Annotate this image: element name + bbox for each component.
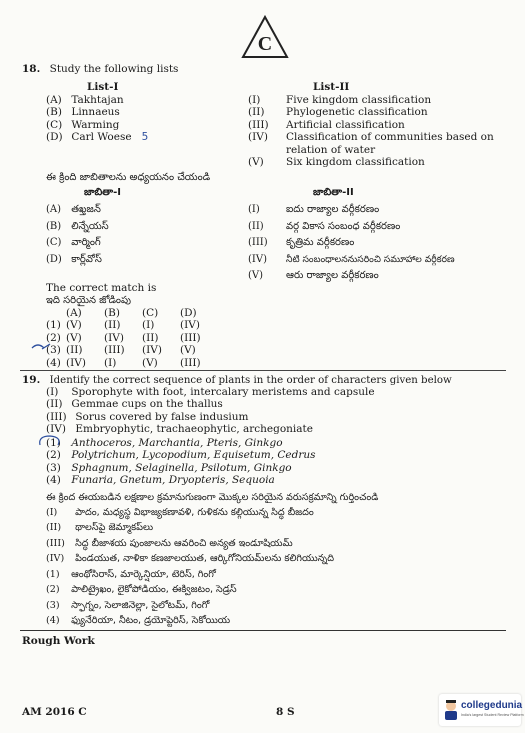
answer-option-1[interactable]: (1) Anthoceros, Marchantia, Pteris, Ginkgo (46, 437, 283, 449)
list-1 (46, 94, 148, 144)
list-2-title-te: జాబితా-II (313, 187, 354, 198)
list-item: (II) Phylogenetic classification (248, 106, 428, 119)
list-item: (IV) Classification of communities based on (248, 131, 494, 144)
list-item: (I) పాదం, మధ్యస్థ విభాజ్యకణావళి, గుళికను కల్గియున్న సిద్ధ బీజదం (46, 507, 314, 518)
page-number: 8 S (276, 706, 295, 718)
question-18-stem-te: ఈ క్రింది జాబితాలను అధ్యయనం చేయండి (46, 172, 211, 183)
question-text: Identify the correct sequence of plants in the order of characters given below (49, 375, 452, 386)
question-19-stem-te: ఈ క్రింద ఈయబడిన లక్షణాల క్రమానుగుణంగా మొక్కల సరియైన వరుసక్రమాన్ని గుర్తించండి (46, 492, 379, 503)
set-c-triangle-logo (240, 14, 290, 60)
list-item: (I) Five kingdom classification (248, 94, 432, 106)
answer-option-1[interactable]: (1) (V) (II) (I) (IV) (46, 319, 200, 332)
answer-option-4[interactable]: (4) Funaria, Gnetum, Dryopteris, Sequoia (46, 474, 275, 487)
question-text: Study the following lists (49, 63, 179, 75)
list-1-title-te: జాబితా-I (84, 187, 121, 198)
list-1-te (46, 202, 109, 268)
collegedunia-tagline: India's largest Student Review Platform (461, 713, 524, 717)
divider (20, 370, 506, 371)
list-item: (B) లిన్నేయస్ (46, 220, 109, 232)
list-item: (II) థాలస్‌పై జెమ్మాకప్‌లు (46, 522, 154, 534)
list-item: (D) కార్ల్‌వోస్ (46, 253, 102, 265)
answer-option-3-te[interactable]: (3) స్ఫాగ్నం, సెలాజినెల్లా, సైలోటమ్, గింగో (46, 599, 210, 611)
answer-option-4-te[interactable]: (4) ఫ్యునేరియా, నీటం, డ్రయోప్టెరిస్, సెకోయియ (46, 615, 231, 627)
list-item: relation of water (286, 143, 376, 156)
grid-header: (A) (B) (C) (D) (66, 307, 197, 319)
list-item: (A) Takhtajan (46, 94, 124, 106)
list-item: (III) Artificial classification (248, 118, 405, 131)
collegedunia-brand: collegedunia (461, 700, 523, 711)
list-item: (IV) Embryophytic, trachaeophytic, archegoniate (46, 423, 313, 436)
answer-option-3[interactable]: (3) Sphagnum, Selaginella, Psilotum, Ginkgo (46, 461, 292, 474)
answer-option-3[interactable]: (3) (II) (III) (IV) (V) (46, 344, 196, 357)
answer-option-1-te[interactable]: (1) ఆంథోసిరాస్, మార్కెన్షియా, టెరిస్, గింగో (46, 569, 216, 580)
question-number: 18. (22, 63, 41, 75)
question-number: 19. (22, 374, 41, 386)
pen-tick-mark (30, 340, 60, 354)
answer-option-4[interactable]: (4) (IV) (I) (V) (III) (46, 356, 201, 369)
question-18-stem (22, 63, 178, 75)
list-item: (II) వర్గ వికాస సంబంధ వర్గీకరణం (248, 220, 401, 232)
list-item: (II) Gemmae cups on the thallus (46, 398, 223, 411)
logo-letter: C (257, 33, 273, 55)
rough-work-label: Rough Work (22, 635, 95, 647)
correct-match-label: The correct match is (46, 282, 157, 294)
list-2-te (248, 202, 455, 285)
list-item: (V) Six kingdom classification (248, 156, 425, 169)
list-item: (V) ఆరు రాజ్యాల వర్గీకరణం (248, 270, 379, 281)
list-item: (I) ఐదు రాజ్యాల వర్గీకరణం (248, 204, 380, 215)
match-grid (46, 307, 218, 369)
characters-list-te (46, 505, 334, 567)
list-item: (A) తఖ్తజన్ (46, 204, 101, 215)
list-item: (C) Warming (46, 118, 120, 131)
list-item: (C) వార్మింగ్ (46, 237, 101, 248)
answer-option-2[interactable]: (2) (V) (IV) (II) (III) (46, 331, 201, 344)
list-item: (III) Sorus covered by false indusium (46, 410, 249, 423)
answer-option-2[interactable]: (2) Polytrichum, Lycopodium, Equisetum, Cedrus (46, 449, 316, 462)
list-item: (III) కృత్రిమ వర్గీకరణం (248, 237, 355, 248)
list-item: (I) Sporophyte with foot, intercalary meristems and capsule (46, 386, 375, 398)
list-item: (B) Linnaeus (46, 106, 120, 119)
list-2-title: List-II (313, 81, 350, 93)
characters-list (46, 386, 375, 436)
list-item: (D) Carl Woese 5 (46, 131, 149, 144)
options-list-te (46, 567, 237, 629)
collegedunia-mascot-icon (442, 699, 460, 721)
correct-match-label-te: ఇది సరియైన జోడింపు (46, 295, 131, 306)
question-19-stem (22, 374, 452, 386)
answer-option-2-te[interactable]: (2) పాలిట్రైఖం, లైకోపోడియం, ఈక్విజటం, సెడ్రస్ (46, 584, 237, 596)
list-2 (248, 94, 494, 168)
options-list (46, 437, 316, 487)
list-item: (IV) నీటి సంబంధాలననుసరించి సమూహాల వర్గీకరణ (248, 253, 455, 265)
list-item: (III) సిద్ధ బీజాశయ పుంజాలను ఆవరించి అన్యత ఇండూషియమ్ (46, 537, 293, 549)
paper-code: AM 2016 C (22, 706, 87, 718)
list-1-title: List-I (87, 81, 119, 93)
pen-circle-mark (36, 433, 66, 451)
pen-mark: 5 (141, 131, 149, 144)
collegedunia-watermark (439, 694, 524, 726)
list-item: (IV) పిండయుత, నాళికా కణజాలయుత, ఆర్కిగోనియమ్‌లను కలిగియున్నది (46, 553, 334, 565)
divider (20, 630, 506, 631)
